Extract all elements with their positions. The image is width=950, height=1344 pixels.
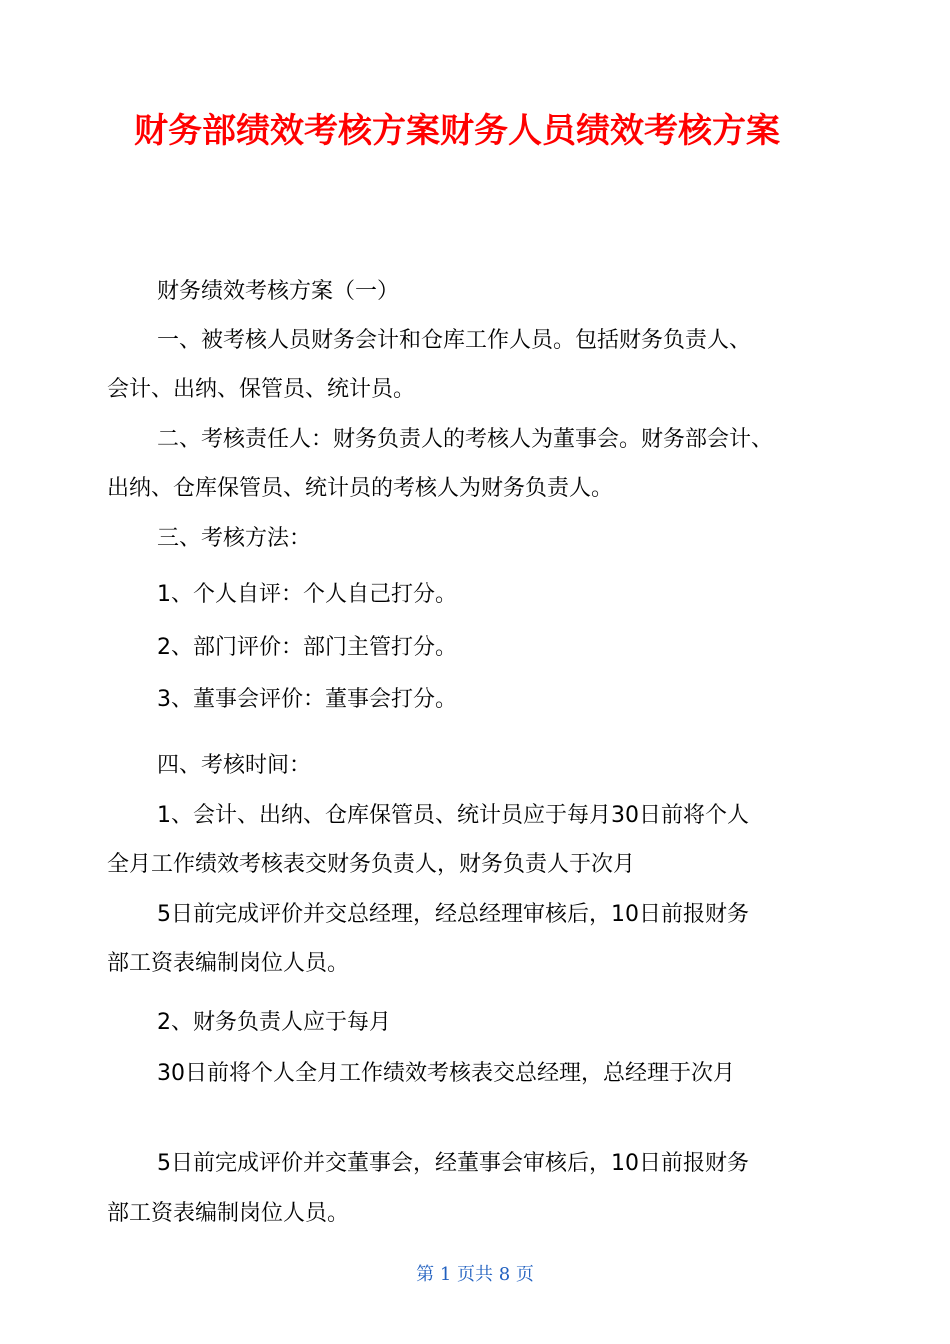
paragraph-line-13: 5日前完成评价并交董事会，经董事会审核后，10日前报财务 <box>157 1151 749 1176</box>
list-item-3: 3、董事会评价：董事会打分。 <box>157 687 457 712</box>
paragraph-line-5: 三、考核方法： <box>157 526 312 551</box>
paragraph-line-4: 出纳、仓库保管员、统计员的考核人为财务负责人。 <box>107 476 614 501</box>
paragraph-line-8: 全月工作绩效考核表交财务负责人，财务负责人于次月 <box>107 852 636 877</box>
paragraph-line-11: 2、财务负责人应于每月 <box>157 1010 391 1035</box>
paragraph-line-9: 5日前完成评价并交总经理，经总经理审核后，10日前报财务 <box>157 902 749 927</box>
document-title-text: 财务部绩效考核方案财务人员绩效考核方案 <box>134 111 780 151</box>
section-heading-1: 财务绩效考核方案（一） <box>157 279 400 304</box>
paragraph-line-14: 部工资表编制岗位人员。 <box>107 1201 350 1226</box>
paragraph-line-10: 部工资表编制岗位人员。 <box>107 951 350 976</box>
paragraph-line-7: 1、会计、出纳、仓库保管员、统计员应于每月30日前将个人 <box>157 803 749 828</box>
paragraph-line-1: 一、被考核人员财务会计和仓库工作人员。包括财务负责人、 <box>157 328 752 353</box>
paragraph-line-3: 二、考核责任人：财务负责人的考核人为董事会。财务部会计、 <box>157 427 774 452</box>
paragraph-line-2: 会计、出纳、保管员、统计员。 <box>107 377 416 402</box>
paragraph-line-6: 四、考核时间： <box>157 753 312 778</box>
list-item-2: 2、部门评价：部门主管打分。 <box>157 635 457 660</box>
document-title <box>108 108 828 154</box>
page-number-footer: 第 1 页共 8 页 <box>416 1264 534 1285</box>
list-item-1: 1、个人自评：个人自己打分。 <box>157 582 457 607</box>
paragraph-line-12: 30日前将个人全月工作绩效考核表交总经理，总经理于次月 <box>157 1061 735 1086</box>
